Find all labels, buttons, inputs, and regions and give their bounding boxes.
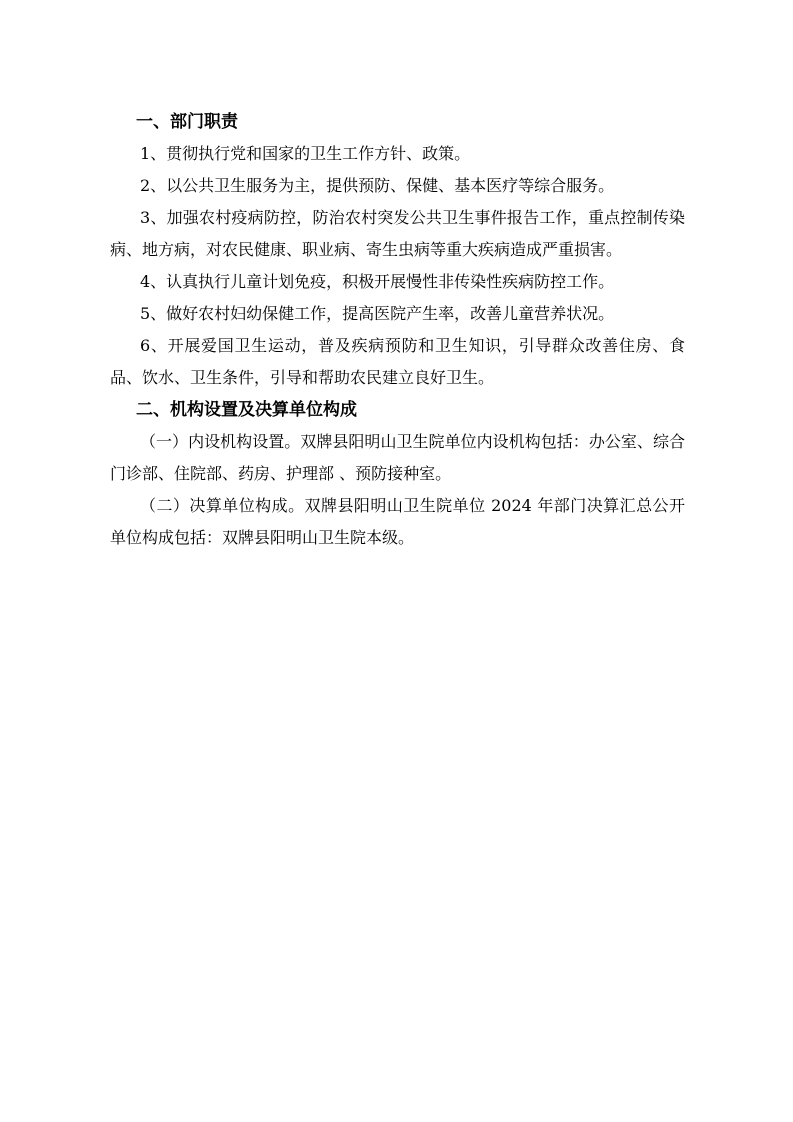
duty-paragraph-4: 4、认真执行儿童计划免疫，积极开展慢性非传染性疾病防控工作。 xyxy=(140,272,615,291)
section-heading-organization: 二、机构设置及决算单位构成 xyxy=(136,400,357,420)
document-body xyxy=(110,106,685,554)
duty-paragraph-3: 3、加强农村疫病防控，防治农村突发公共卫生事件报告工作，重点控制传染病、地方病，对农民健康、职业病、寄生虫病等重大疾病造成严重损害。 xyxy=(110,208,685,259)
duty-paragraph-2: 2、以公共卫生服务为主，提供预防、保健、基本医疗等综合服务。 xyxy=(140,176,615,195)
duty-paragraph-5: 5、做好农村妇幼保健工作，提高医院产生率，改善儿童营养状况。 xyxy=(140,304,615,323)
internal-structure-paragraph: （一）内设机构设置。双牌县阳明山卫生院单位内设机构包括：办公室、综合门诊部、住院部、药房、护理部 、预防接种室。 xyxy=(110,432,685,483)
section-heading-department-duties: 一、部门职责 xyxy=(136,112,238,132)
duty-paragraph-6: 6、开展爱国卫生运动，普及疾病预防和卫生知识，引导群众改善住房、食品、饮水、卫生条件，引导和帮助农民建立良好卫生。 xyxy=(110,336,685,387)
accounting-unit-paragraph: （二）决算单位构成。双牌县阳明山卫生院单位 2024 年部门决算汇总公开单位构成包括：双牌县阳明山卫生院本级。 xyxy=(110,496,685,547)
duty-paragraph-1: 1、贯彻执行党和国家的卫生工作方针、政策。 xyxy=(140,144,471,163)
